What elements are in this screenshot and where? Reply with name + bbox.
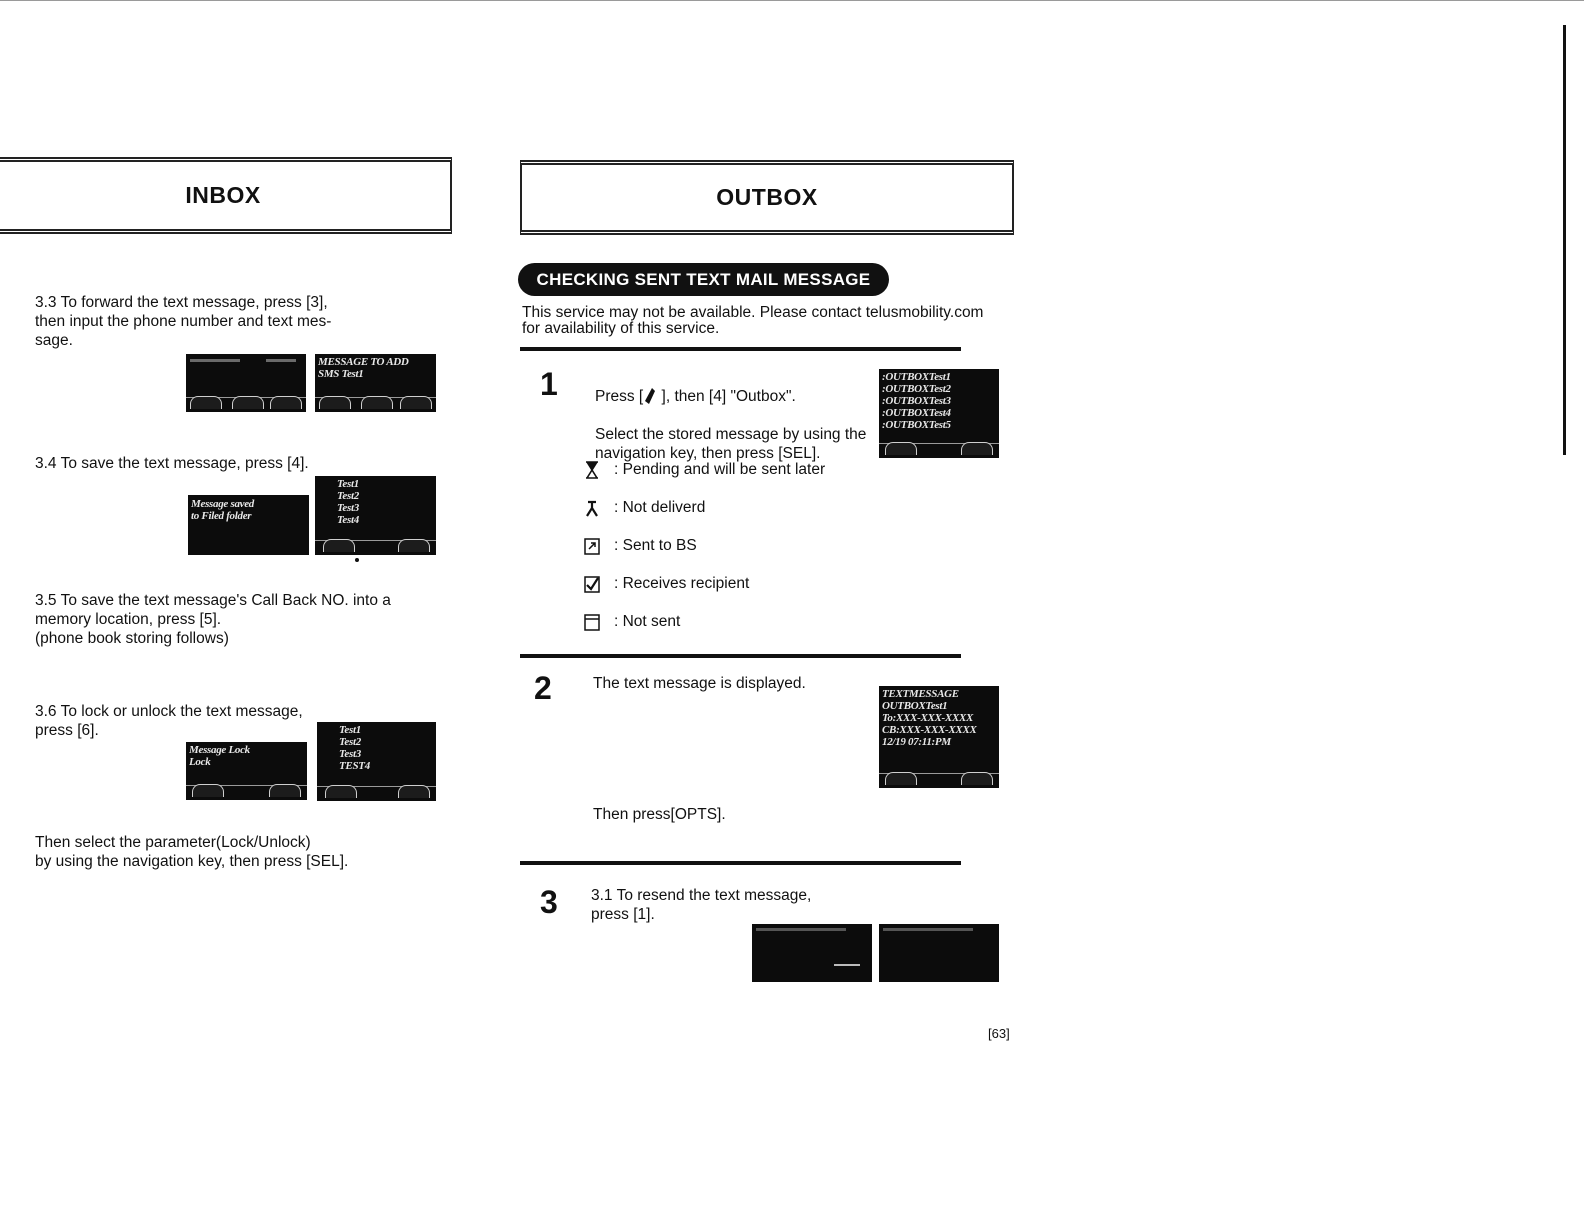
step-1-number: 1 (540, 366, 558, 402)
screen-text: :OUTBOXTest4 (882, 407, 951, 419)
step-2-number: 2 (534, 670, 552, 706)
page-number: [63] (988, 1026, 1010, 1041)
screen-text: :OUTBOXTest5 (882, 419, 951, 431)
screen-text: Lock (189, 756, 211, 768)
step-1-then: ], then [4] "Outbox". (657, 388, 796, 405)
screen-text: OUTBOXTest1 (882, 700, 948, 712)
legend-label: : Pending and will be sent later (614, 461, 826, 478)
step1-rule (520, 347, 961, 351)
legend-row-sent-to-bs (584, 537, 697, 555)
screen-forward-a (186, 354, 306, 412)
checkbox-check-icon (584, 575, 600, 593)
hourglass-icon (584, 461, 600, 479)
screen-resend-b (879, 924, 999, 982)
screen-text: Test2 (339, 736, 361, 748)
then-select-text: Then select the parameter(Lock/Unlock) by using the navigation key, then press [SEL]. (35, 834, 349, 870)
not-sent-icon (584, 613, 600, 631)
screen-text: Message Lock (189, 744, 250, 756)
screen-text: Test2 (337, 490, 359, 502)
screen-text: Test1 (339, 724, 361, 736)
inbox-title: INBOX (185, 182, 261, 208)
legend-label: : Not deliverd (614, 499, 706, 516)
step-1-rest: Select the stored message by using the navigation key, then press [SEL]. (595, 426, 867, 462)
screen-text: :OUTBOXTest1 (882, 371, 951, 383)
screen-text: Test3 (337, 502, 359, 514)
step2-rule (520, 654, 961, 658)
screen-lock-a (186, 742, 307, 800)
step3-rule (520, 861, 961, 865)
step-2-text: The text message is displayed. (593, 675, 806, 692)
paragraph-3-6: 3.6 To lock or unlock the text message, press [6]. (35, 703, 303, 739)
paragraph-3-4: 3.4 To save the text message, press [4]. (35, 455, 309, 472)
step-1-text (595, 368, 880, 463)
menu-key-icon (645, 388, 655, 404)
screen-outbox-list (879, 369, 999, 458)
legend-row-pending (584, 461, 825, 479)
screen-text: :OUTBOXTest3 (882, 395, 951, 407)
intro-text: This service may not be available. Please contact telusmobility.com for availability of this service. (522, 304, 984, 337)
screen-resend-a (752, 924, 872, 982)
legend-label: : Sent to BS (614, 537, 697, 554)
screen-text: TEXTMESSAGE (882, 688, 959, 700)
dot-mark (355, 558, 359, 562)
legend-row-not-delivered (584, 499, 705, 517)
page-edge-mark (1563, 25, 1566, 455)
screen-save-a (188, 495, 309, 555)
screen-text: TEST4 (339, 760, 370, 772)
legend-label: : Not sent (614, 613, 681, 630)
outbox-title: OUTBOX (716, 184, 818, 210)
step-1-press: Press [ (595, 388, 644, 405)
screen-text: To:XXX-XXX-XXXX (882, 712, 974, 724)
section-pill-label: CHECKING SENT TEXT MAIL MESSAGE (536, 269, 871, 289)
outbox-title-box (520, 160, 1014, 235)
step-3-text: 3.1 To resend the text message, press [1]. (591, 887, 812, 923)
step-3-number: 3 (540, 884, 558, 920)
screen-text: Test3 (339, 748, 361, 760)
legend-row-not-sent (584, 613, 680, 631)
legend-label: : Receives recipient (614, 575, 750, 592)
screen-text: Message saved (191, 498, 255, 510)
screen-save-b (315, 476, 436, 555)
screen-text: SMS Test1 (318, 368, 364, 380)
top-border (0, 0, 1584, 1)
paragraph-3-3: 3.3 To forward the text message, press [3], then input the phone number and text mes- sage. (35, 294, 332, 349)
screen-text: MESSAGE TO ADD (318, 356, 409, 368)
screen-text: Test4 (337, 514, 359, 526)
screen-lock-b (317, 722, 436, 801)
antenna-off-icon (584, 499, 600, 517)
sent-to-bs-icon (584, 537, 600, 555)
screen-text: :OUTBOXTest2 (882, 383, 951, 395)
step-2-then: Then press[OPTS]. (593, 806, 726, 823)
legend-row-receives (584, 575, 749, 593)
screen-message-view (879, 686, 999, 788)
screen-text: CB:XXX-XXX-XXXX (882, 724, 977, 736)
paragraph-3-5: 3.5 To save the text message's Call Back NO. into a memory location, press [5]. (phone book storing follows) (35, 592, 391, 647)
inbox-title-box (0, 157, 452, 234)
screen-text: to Filed folder (191, 510, 252, 522)
section-pill (518, 263, 889, 296)
screen-text: Test1 (337, 478, 359, 490)
screen-text: 12/19 07:11:PM (882, 736, 951, 748)
screen-forward-b (315, 354, 436, 412)
